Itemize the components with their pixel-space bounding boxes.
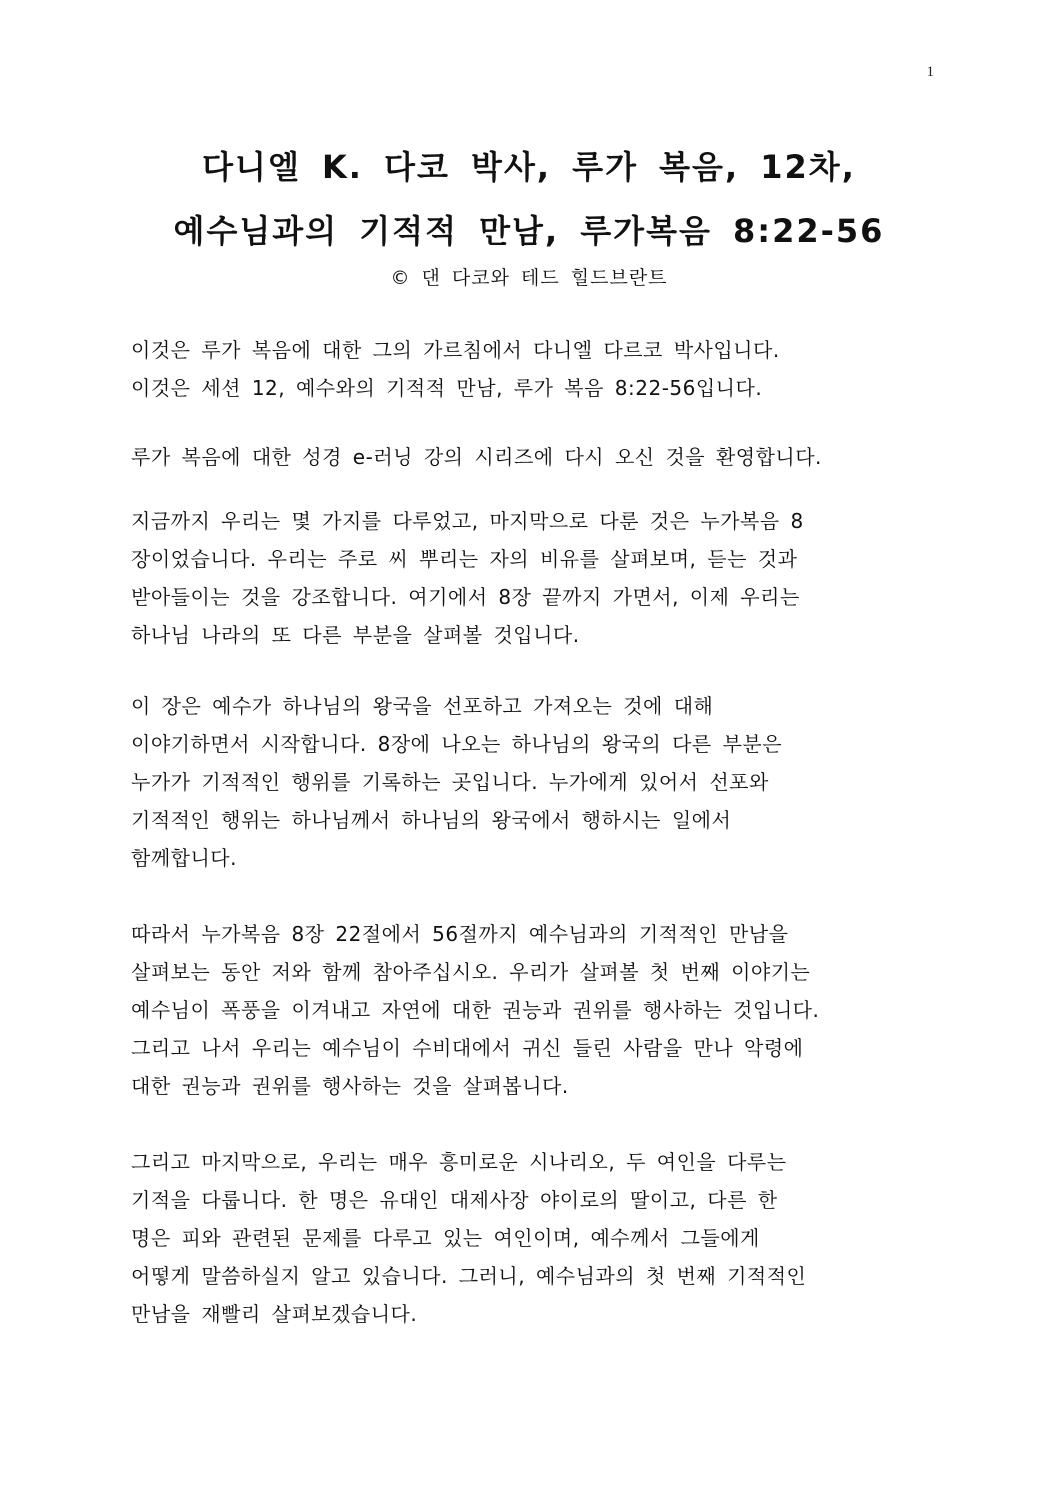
paragraph-line: 장이었습니다. 우리는 주로 씨 뿌리는 자의 비유를 살펴보며, 듣는 것과: [131, 547, 798, 571]
paragraph-line: 살펴보는 동안 저와 함께 참아주십시오. 우리가 살펴볼 첫 번째 이야기는: [131, 960, 811, 984]
paragraph-chapter-intro: [131, 687, 931, 877]
paragraph-line: 이 장은 예수가 하나님의 왕국을 선포하고 가져오는 것에 대해: [131, 694, 714, 718]
paragraph-final: [131, 1143, 931, 1333]
paragraph-review: [131, 502, 931, 654]
paragraph-line: 기적적인 행위는 하나님께서 하나님의 왕국에서 행하시는 일에서: [131, 808, 732, 832]
paragraph-line: 이것은 루가 복음에 대한 그의 가르침에서 다니엘 다르코 박사입니다.: [131, 338, 780, 362]
paragraph-line: 대한 권능과 권위를 행사하는 것을 살펴봅니다.: [131, 1074, 569, 1098]
paragraph-welcome: [131, 438, 931, 476]
paragraph-line: 명은 피와 관련된 문제를 다루고 있는 여인이며, 예수께서 그들에게: [131, 1226, 760, 1250]
paragraph-line: 누가가 기적적인 행위를 기록하는 곳입니다. 누가에게 있어서 선포와: [131, 770, 769, 794]
paragraph-line: 어떻게 말씀하실지 알고 있습니다. 그러니, 예수님과의 첫 번째 기적적인: [131, 1264, 807, 1288]
paragraph-line: 루가 복음에 대한 성경 e-러닝 강의 시리즈에 다시 오신 것을 환영합니다.: [131, 445, 822, 469]
page-number: 1: [926, 64, 934, 80]
paragraph-line: 그리고 마지막으로, 우리는 매우 흥미로운 시나리오, 두 여인을 다루는: [131, 1150, 787, 1174]
paragraph-line: 만남을 재빨리 살펴보겠습니다.: [131, 1302, 418, 1326]
paragraph-line: 지금까지 우리는 몇 가지를 다루었고, 마지막으로 다룬 것은 누가복음 8: [131, 509, 804, 533]
paragraph-line: 이것은 세션 12, 예수와의 기적적 만남, 루가 복음 8:22-56입니다.: [131, 376, 763, 400]
paragraph-overview: [131, 915, 931, 1105]
document-title-line-1: 다니엘 K. 다코 박사, 루가 복음, 12차,: [202, 148, 856, 186]
paragraph-line: 그리고 나서 우리는 예수님이 수비대에서 귀신 들린 사람을 만나 악령에: [131, 1036, 804, 1060]
paragraph-line: 받아들이는 것을 강조합니다. 여기에서 8장 끝까지 가면서, 이제 우리는: [131, 585, 800, 609]
paragraph-line: 기적을 다룹니다. 한 명은 유대인 대제사장 야이로의 딸이고, 다른 한: [131, 1188, 778, 1212]
paragraph-intro: [131, 331, 931, 407]
paragraph-line: 하나님 나라의 또 다른 부분을 살펴볼 것입니다.: [131, 623, 580, 647]
paragraph-line: 따라서 누가복음 8장 22절에서 56절까지 예수님과의 기적적인 만남을: [131, 922, 789, 946]
copyright-notice: © 댄 다코와 테드 힐드브란트: [390, 267, 668, 289]
paragraph-line: 이야기하면서 시작합니다. 8장에 나오는 하나님의 왕국의 다른 부분은: [131, 732, 783, 756]
paragraph-line: 함께합니다.: [131, 846, 237, 870]
paragraph-line: 예수님이 폭풍을 이겨내고 자연에 대한 권능과 권위를 행사하는 것입니다.: [131, 998, 820, 1022]
document-title-line-2: 예수님과의 기적적 만남, 루가복음 8:22-56: [173, 212, 885, 250]
